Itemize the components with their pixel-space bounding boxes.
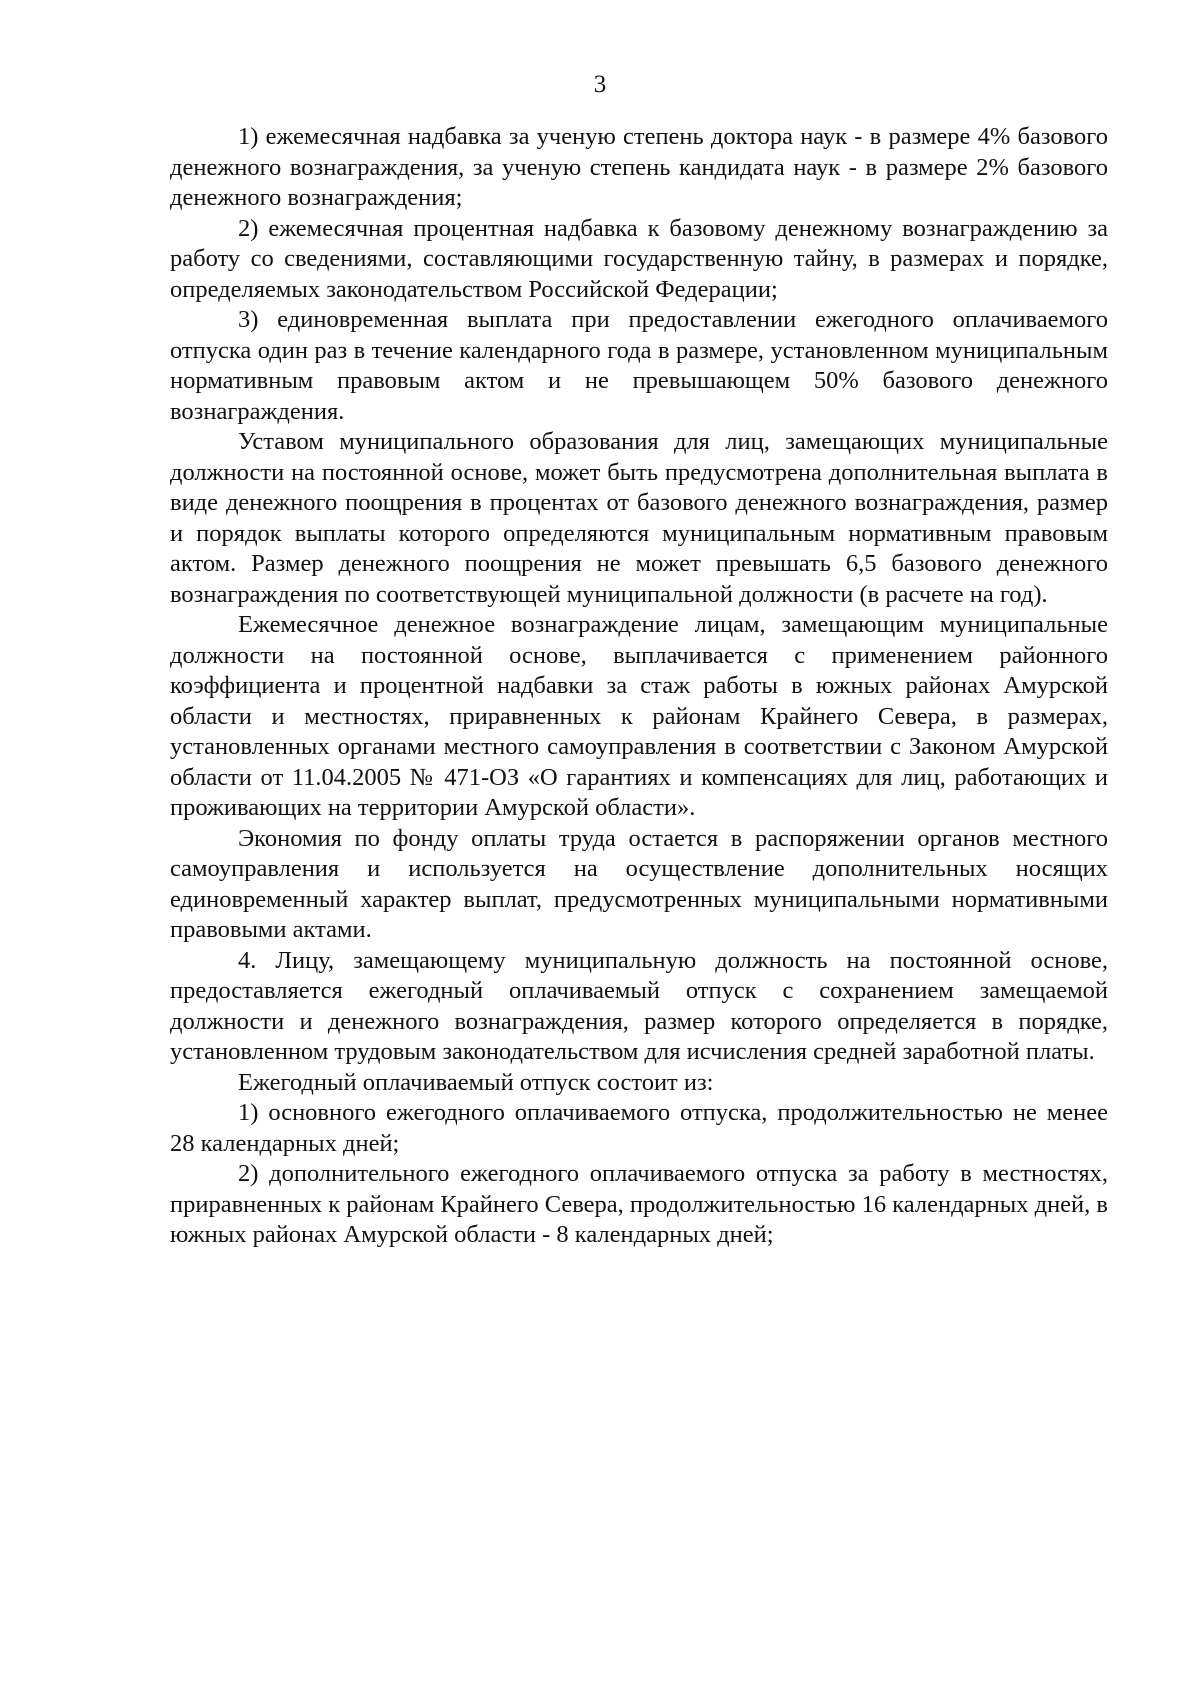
paragraph-basic-leave: 1) основного ежегодного оплачиваемого отпуска, продолжительностью не менее 28 календарных дней; [170, 1099, 1108, 1157]
paragraph-regional-coefficient: Ежемесячное денежное вознаграждение лицам, замещающим муниципальные должности на постоянной основе, выплачивается с применением районного коэффициента и процентной надбавки за стаж работы в южных районах Амурской области и местностях, приравненных к районам Крайнего Севера, в размерах, установленных органами местного самоуправления в соответствии с Законом Амурской области от 11.04.2005 № 471-ОЗ «О гарантиях и компенсациях для лиц, работающих и проживающих на территории Амурской области». [170, 611, 1108, 821]
page-number: 3 [593, 71, 607, 98]
paragraph-bonus-state-secret: 2) ежемесячная процентная надбавка к базовому денежному вознаграждению за работу со сведениями, составляющими государственную тайну, в размерах и порядке, определяемых законодательством Российской Федерации; [170, 214, 1108, 303]
paragraph-leave-consists-of: Ежегодный оплачиваемый отпуск состоит из: [238, 1068, 714, 1096]
paragraph-payroll-savings: Экономия по фонду оплаты труда остается в распоряжении органов местного самоуправления и используется на осуществление дополнительных носящих единовременный характер выплат, предусмотренных муниципальными нормативными правовыми актами. [170, 824, 1108, 943]
paragraph-section-4-annual-leave: 4. Лицу, замещающему муниципальную должность на постоянной основе, предоставляется ежегодный оплачиваемый отпуск с сохранением замещаемой должности и денежного вознаграждения, размер которого определяется в порядке, установленном трудовым законодательством для исчисления средней заработной платы. [170, 946, 1108, 1065]
paragraph-additional-leave: 2) дополнительного ежегодного оплачиваемого отпуска за работу в местностях, приравненных к районам Крайнего Севера, продолжительностью 16 календарных дней, в южных районах Амурской области - 8 календарных дней; [170, 1160, 1108, 1248]
paragraph-monetary-incentive: Уставом муниципального образования для лиц, замещающих муниципальные должности на постоянной основе, может быть предусмотрена дополнительная выплата в виде денежного поощрения в процентах от базового денежного вознаграждения, размер и порядок выплаты которого определяются муниципальным нормативным правовым актом. Размер денежного поощрения не может превышать 6,5 базового денежного вознаграждения по соответствующей муниципальной должности (в расчете на год). [170, 428, 1108, 608]
document-body [170, 122, 1108, 1251]
paragraph-bonus-academic-degree: 1) ежемесячная надбавка за ученую степень доктора наук - в размере 4% базового денежного вознаграждения, за ученую степень кандидата наук - в размере 2% базового денежного вознаграждения; [170, 123, 1108, 211]
paragraph-one-time-vacation-payment: 3) единовременная выплата при предоставлении ежегодного оплачиваемого отпуска один раз в течение календарного года в размере, установленном муниципальным нормативным правовым актом и не превышающем 50% базового денежного вознаграждения. [170, 306, 1108, 425]
